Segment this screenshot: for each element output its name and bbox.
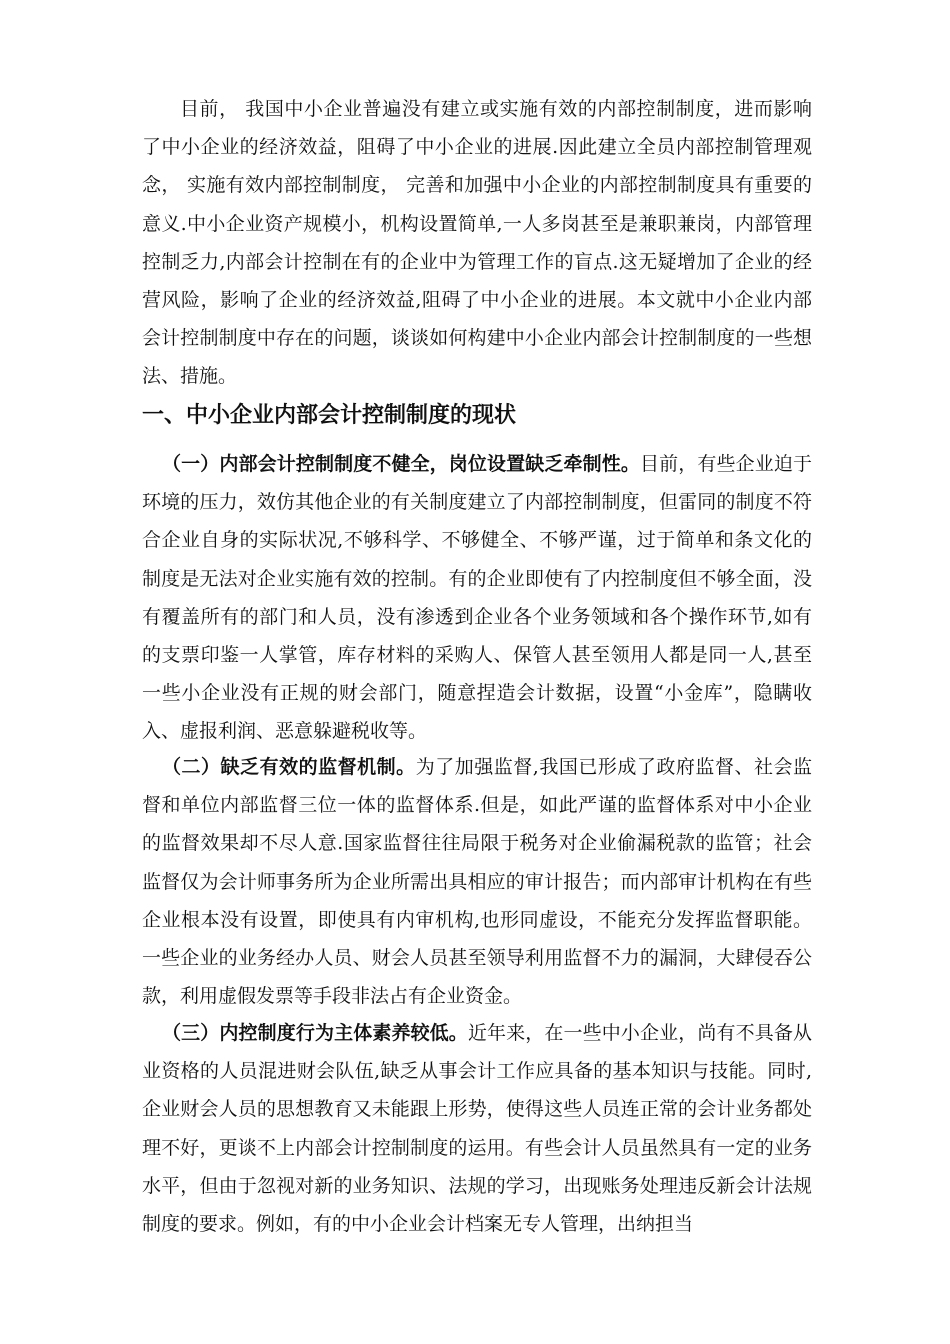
item-3-body: 近年来，在一些中小企业，尚有不具备从业资格的人员混进财会队伍,缺乏从事会计工作应具备的基本知识与技能。同时,企业财会人员的思想教育又未能跟上形势，使得这些人员连正常的会计业务都处理不好，更谈不上内部会计控制制度的运用。有些会计人员虽然具有一定的业务水平，但由于忽视对新的业务知识、法规的学习，出现账务处理违反新会计法规制度的要求。例如，有的中小企业会计档案无专人管理，出纳担当 bbox=[142, 1022, 812, 1236]
item-2-body: 为了加强监督,我国已形成了政府监督、社会监督和单位内部监督三位一体的监督体系.但是，如此严谨的监督体系对中小企业的监督效果却不尽人意.国家监督往往局限于税务对企业偷漏税款的监管；社会监督仅为会计师事务所为企业所需出具相应的审计报告；而内部审计机构在有些企业根本没有设置，即使具有内审机构,也形同虚设，不能充分发挥监督职能。一些企业的业务经办人员、财会人员甚至领导利用监督不力的漏洞，大肆侵吞公款，利用虚假发票等手段非法占有企业资金。 bbox=[142, 756, 812, 1008]
item-1-title: （一）内部会计控制制度不健全，岗位设置缺乏牵制性。 bbox=[162, 453, 641, 475]
item-1-paragraph bbox=[142, 445, 812, 751]
item-3-paragraph bbox=[142, 1014, 812, 1243]
item-1-body: 目前，有些企业迫于环境的压力，效仿其他企业的有关制度建立了内部控制制度，但雷同的制度不符合企业自身的实际状况,不够科学、不够健全、不够严谨，过于简单和条文化的制度是无法对企业实施有效的控制。有的企业即使有了内控制度但不够全面，没有覆盖所有的部门和人员，没有渗透到企业各个业务领域和各个操作环节,如有的支票印鉴一人掌管，库存材料的采购人、保管人甚至领用人都是同一人,甚至一些小企业没有正规的财会部门，随意捏造会计数据，设置“小金库”，隐瞒收入、虚报利润、恶意躲避税收等。 bbox=[142, 453, 812, 743]
item-2-paragraph bbox=[142, 748, 812, 1015]
item-3-title: （三）内控制度行为主体素养较低。 bbox=[162, 1022, 468, 1044]
section-heading: 一、中小企业内部会计控制制度的现状 bbox=[142, 403, 517, 428]
item-2-title: （二）缺乏有效的监督机制。 bbox=[162, 756, 416, 778]
intro-paragraph: 目前， 我国中小企业普遍没有建立或实施有效的内部控制制度，进而影响了中小企业的经济效益，阻碍了中小企业的进展.因此建立全员内部控制管理观念， 实施有效内部控制制度， 完善和加强中小企业的内部控制制度具有重要的意义.中小企业资产规模小，机构设置简单,一人多岗甚至是兼职兼岗，内部管理控制乏力,内部会计控制在有的企业中为管理工作的盲点.这无疑增加了企业的经营风险，影响了企业的经济效益,阻碍了中小企业的进展。本文就中小企业内部会计控制制度中存在的问题，谈谈如何构建中小企业内部会计控制制度的一些想法、措施。 bbox=[142, 98, 812, 388]
